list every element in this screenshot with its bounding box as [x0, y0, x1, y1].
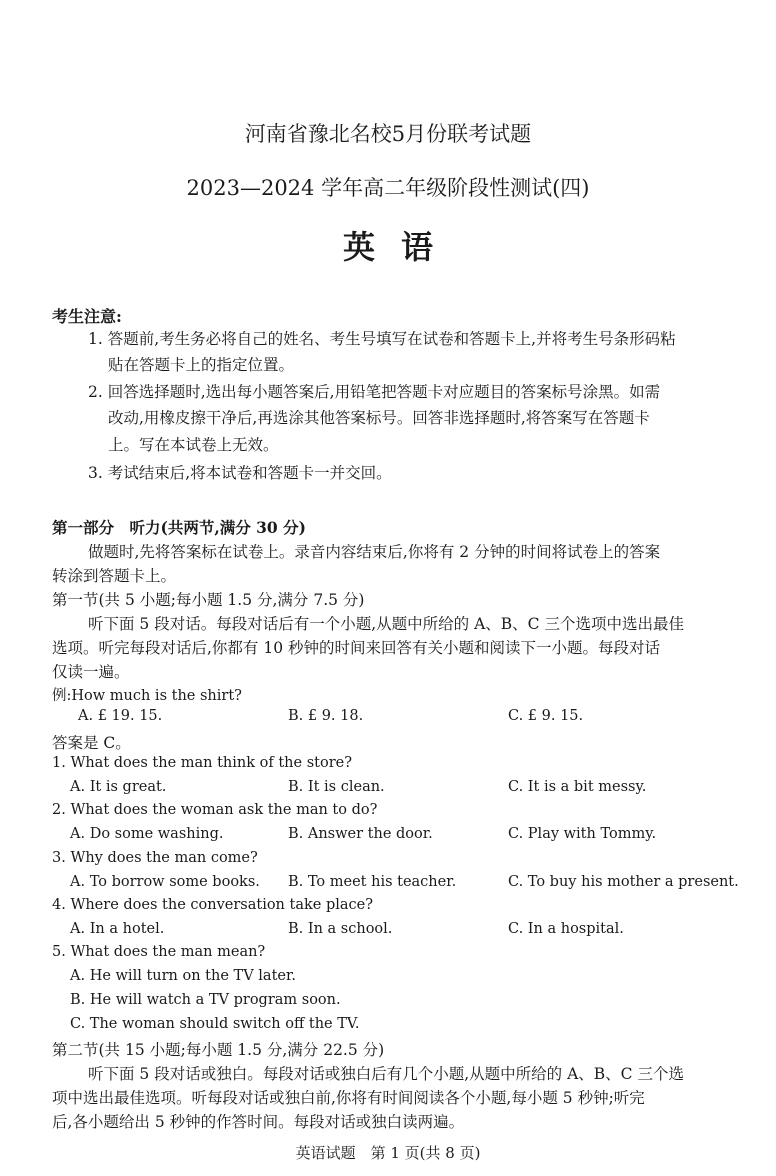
section2-intro-line-1: 听下面 5 段对话或独白。每段对话或独白后有几个小题,从题中所给的 A、B、C 三个选: [88, 1065, 684, 1083]
section2-heading: 第二节(共 15 小题;每小题 1.5 分,满分 22.5 分): [52, 1041, 385, 1059]
question-3-option-b: B. To meet his teacher.: [288, 874, 457, 890]
question-4-option-b: B. In a school.: [288, 921, 393, 937]
section1-heading: 第一节(共 5 小题;每小题 1.5 分,满分 7.5 分): [52, 591, 365, 609]
example-option-a: A. £ 19. 15.: [78, 708, 163, 724]
page-footer: 英语试题 第 1 页(共 8 页): [295, 1144, 481, 1162]
note-item-2-line-3: 上。写在本试卷上无效。: [108, 436, 279, 454]
section1-intro-line-2: 选项。听完每段对话后,你都有 10 秒钟的时间来回答有关小题和阅读下一小题。每段对话: [52, 639, 661, 657]
exam-title: 河南省豫北名校5月份联考试题: [244, 122, 532, 146]
part1-heading: 第一部分 听力(共两节,满分 30 分): [52, 518, 306, 537]
question-5-option-a: A. He will turn on the TV later.: [70, 968, 296, 984]
note-item-1-line-2: 贴在答题卡上的指定位置。: [108, 356, 295, 374]
question-2-option-b: B. Answer the door.: [288, 826, 433, 842]
example-option-b: B. £ 9. 18.: [288, 708, 364, 724]
question-5-option-b: B. He will watch a TV program soon.: [70, 992, 341, 1008]
question-2-option-c: C. Play with Tommy.: [508, 826, 657, 842]
exam-subtitle: 2023—2024 学年高二年级阶段性测试(四): [186, 176, 590, 200]
example-option-c: C. £ 9. 15.: [508, 708, 584, 724]
question-5: 5. What does the man mean?: [52, 944, 266, 960]
question-4: 4. Where does the conversation take place?: [52, 897, 373, 913]
subject-title: 英语: [342, 228, 459, 266]
question-5-option-c: C. The woman should switch off the TV.: [70, 1016, 360, 1032]
section2-intro-line-2: 项中选出最佳选项。听每段对话或独白前,你将有时间阅读各个小题,每小题 5 秒钟;听完: [52, 1089, 645, 1107]
section2-intro-line-3: 后,各小题给出 5 秒钟的作答时间。每段对话或独白读两遍。: [52, 1113, 465, 1131]
section1-intro-line-3: 仅读一遍。: [52, 663, 130, 681]
question-2: 2. What does the woman ask the man to do?: [52, 802, 378, 818]
question-1-option-c: C. It is a bit messy.: [508, 779, 647, 795]
question-1-option-a: A. It is great.: [70, 779, 167, 795]
notes-heading: 考生注意:: [52, 307, 122, 326]
example-question: 例:How much is the shirt?: [52, 688, 242, 704]
question-3-option-a: A. To borrow some books.: [70, 874, 260, 890]
question-1-option-b: B. It is clean.: [288, 779, 385, 795]
part1-intro-line-1: 做题时,先将答案标在试卷上。录音内容结束后,你将有 2 分钟的时间将试卷上的答案: [88, 543, 661, 561]
note-item-3-line-1: 3. 考试结束后,将本试卷和答题卡一并交回。: [88, 464, 392, 482]
question-3-option-c: C. To buy his mother a present.: [508, 874, 739, 890]
part1-intro-line-2: 转涂到答题卡上。: [52, 567, 177, 585]
note-item-2-line-2: 改动,用橡皮擦干净后,再选涂其他答案标号。回答非选择题时,将答案写在答题卡: [108, 409, 650, 427]
section1-intro-line-1: 听下面 5 段对话。每段对话后有一个小题,从题中所给的 A、B、C 三个选项中选出最佳: [88, 615, 684, 633]
question-4-option-a: A. In a hotel.: [70, 921, 165, 937]
example-answer: 答案是 C。: [52, 734, 131, 752]
question-4-option-c: C. In a hospital.: [508, 921, 624, 937]
note-item-2-line-1: 2. 回答选择题时,选出每小题答案后,用铅笔把答题卡对应题目的答案标号涂黑。如需: [88, 383, 661, 401]
question-1: 1. What does the man think of the store?: [52, 755, 352, 771]
question-3: 3. Why does the man come?: [52, 850, 258, 866]
note-item-1-line-1: 1. 答题前,考生务必将自己的姓名、考生号填写在试卷和答题卡上,并将考生号条形码粘: [88, 330, 676, 348]
question-2-option-a: A. Do some washing.: [70, 826, 224, 842]
